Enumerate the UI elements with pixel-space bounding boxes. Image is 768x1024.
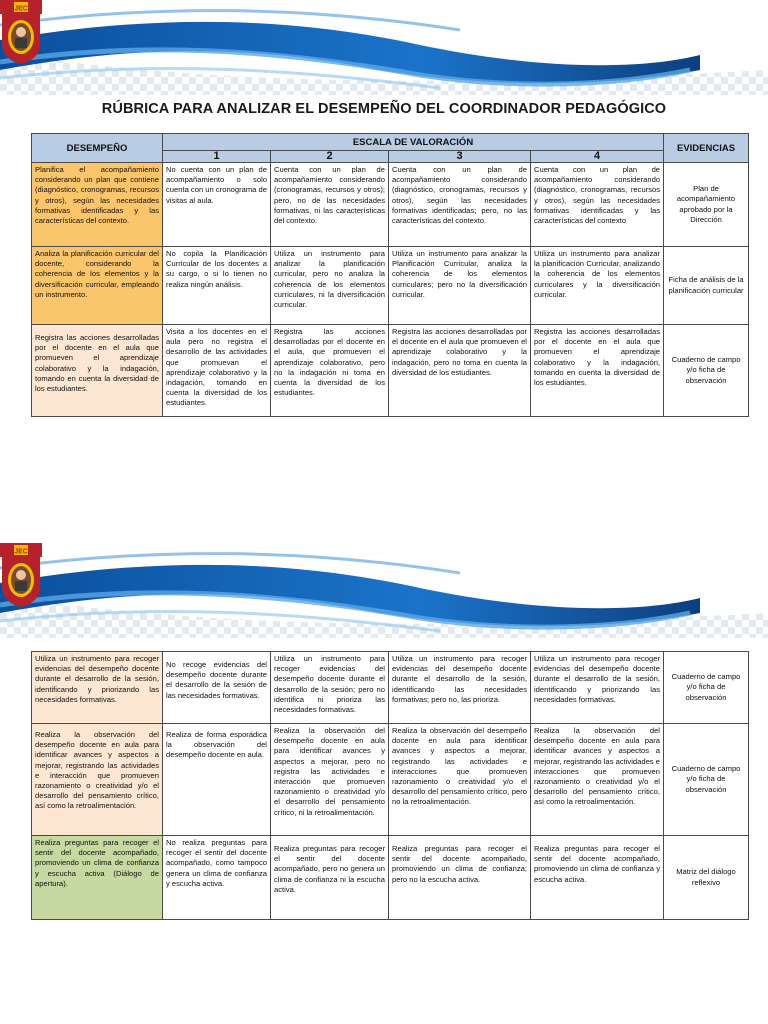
desempeno-cell: Registra las acciones desarrolladas por el docente en el aula que promueven el aprendizaje colaborativo y la indagación, tomando en cuenta la diversidad de los estudiantes.	[32, 325, 163, 417]
level-3-cell: Registra las acciones desarrolladas por el docente en el aula que promueven el aprendizaje colaborativo y la indagación, pero no toma en cuenta la diversidad de los estudiantes.	[389, 325, 531, 417]
level-1-cell: No recoge evidencias del desempeño docente durante el desarrollo de la sesión de las necesidades formativas.	[163, 652, 271, 724]
level-1-cell: No realiza preguntas para recoger el sentir del docente acompañado, como tampoco genera un clima de confianza y escucha activa.	[163, 836, 271, 920]
evidencia-cell: Cuaderno de campo y/o ficha de observación	[664, 652, 749, 724]
header-banner	[0, 0, 768, 95]
evidencia-cell: Plan de acompañamiento aprobado por la Dirección	[664, 163, 749, 247]
level-3-cell: Utiliza un instrumento para analizar la Planificación Curricular, analiza la coherencia de los elementos curriculares; pero no la diversificación curricular.	[389, 247, 531, 325]
evidencia-cell: Ficha de análisis de la planificación curricular	[664, 247, 749, 325]
header-banner-page-2	[0, 543, 768, 638]
table-row	[32, 652, 749, 724]
level-4-cell: Cuenta con un plan de acompañamiento considerando (diagnóstico, cronogramas, recursos y otros), según las necesidades formativas identificadas y las características del contexto	[531, 163, 664, 247]
wave-decoration	[0, 543, 768, 638]
desempeno-cell: Planifica el acompañamiento considerando un plan que contiene (diagnóstico, cronogramas, recursos y otros), según las necesidades formativas identificadas y las características del contexto.	[32, 163, 163, 247]
header-level-4: 4	[531, 151, 664, 163]
header-evidencias: EVIDENCIAS	[664, 134, 749, 163]
school-logo	[0, 543, 42, 607]
level-1-cell: No cuenta con un plan de acompañamiento o solo cuenta con un cronograma de visitas al aula.	[163, 163, 271, 247]
level-1-cell: Visita a los docentes en el aula pero no registra el desarrollo de las actividades que promuevan el aprendizaje colaborativo y la indagación, tomando en cuenta la diversidad de los estudiantes.	[163, 325, 271, 417]
header-escala: ESCALA DE VALORACIÓN	[163, 134, 664, 151]
level-4-cell: Registra las acciones desarrolladas por el docente en el aula que promueven el aprendizaje colaborativo y la indagación, tomando en cuenta la diversidad de los estudiantes.	[531, 325, 664, 417]
level-3-cell: Realiza preguntas para recoger el sentir del docente acompañado, promoviendo un clima de confianza; pero no la escucha activa.	[389, 836, 531, 920]
header-level-1: 1	[163, 151, 271, 163]
level-4-cell: Realiza preguntas para recoger el sentir del docente acompañado, promoviendo un clima de confianza y escucha activa.	[531, 836, 664, 920]
desempeno-cell: Realiza la observación del desempeño docente en aula para identificar avances y aspectos a mejorar, registrando las actividades e interacción que promueven razonamiento o creatividad y/o el desarrollo del pensamiento crítico, así como la retroalimentación.	[32, 724, 163, 836]
rubric-table-page-1	[31, 133, 749, 417]
level-4-cell: Realiza la observación del desempeño docente en aula para identificar avances y aspectos a mejorar, registrando las actividades e interacciones que promueven razonamiento o creatividad y/o el desarrollo del pensamiento crítico, así como la retroalimentación.	[531, 724, 664, 836]
evidencia-cell: Cuaderno de campo y/o ficha de observación	[664, 724, 749, 836]
level-1-cell: Realiza de forma esporádica la observación del desempeño docente en aula.	[163, 724, 271, 836]
level-2-cell: Realiza preguntas para recoger el sentir del docente acompañado, pero no genera un clima de confianza ni la escucha activa.	[271, 836, 389, 920]
desempeno-cell: Utiliza un instrumento para recoger evidencias del desempeño docente durante el desarrollo de la sesión, identificando y priorizando las necesidades formativas.	[32, 652, 163, 724]
header-desempeno: DESEMPEÑO	[32, 134, 163, 163]
header-level-3: 3	[389, 151, 531, 163]
level-4-cell: Utiliza un instrumento para recoger evidencias del desempeño docente durante el desarrollo de la sesión, identificando y priorizando las necesidades formativas.	[531, 652, 664, 724]
evidencia-cell: Matriz del diálogo reflexivo	[664, 836, 749, 920]
level-3-cell: Cuenta con un plan de acompañamiento considerando (diagnóstico, cronogramas, recursos y otros), según las necesidades formativas identificadas; pero, no las características del contexto.	[389, 163, 531, 247]
table-row	[32, 163, 749, 247]
header-level-2: 2	[271, 151, 389, 163]
rubric-table-page-2	[31, 651, 749, 920]
level-2-cell: Cuenta con un plan de acompañamiento considerando (cronogramas, recursos y otros); pero, no de las necesidades formativas, ni las características del contexto.	[271, 163, 389, 247]
level-2-cell: Utiliza un instrumento para recoger evidencias del desempeño docente durante el desarrollo de la sesión; pero no identifica ni prioriza las necesidades formativas.	[271, 652, 389, 724]
level-3-cell: Realiza la observación del desempeño docente en aula para identificar avances y aspectos a mejorar, registrando las actividades e interacciones que promueven razonamiento o creatividad y/o el desarrollo del pensamiento crítico, pero no la retroalimentación.	[389, 724, 531, 836]
school-logo	[0, 0, 42, 64]
level-1-cell: No copila la Planificación Curricular de los docentes a su cargo, o si lo tienen no realiza ningún análisis.	[163, 247, 271, 325]
level-3-cell: Utiliza un instrumento para recoger evidencias del desempeño docente durante el desarrollo de la sesión, identificando las necesidades formativas; pero no, las prioriza.	[389, 652, 531, 724]
wave-decoration	[0, 0, 768, 95]
level-2-cell: Utiliza un instrumento para analizar la planificación curricular, pero no analiza la coherencia de los elementos curriculares, ni la diversificación curricular.	[271, 247, 389, 325]
evidencia-cell: Cuaderno de campo y/o ficha de observación	[664, 325, 749, 417]
table-row	[32, 247, 749, 325]
svg-text:JEC: JEC	[14, 5, 28, 13]
level-2-cell: Registra las acciones desarrolladas por el docente en el aula, que promueven el aprendizaje colaborativo, pero no la indagación ni toma en cuenta la diversidad de los estudiantes.	[271, 325, 389, 417]
desempeno-cell: Analiza la planificación curricular del docente, considerando la coherencia de los elementos y la diversificación curricular, empleando un instrumento.	[32, 247, 163, 325]
level-2-cell: Realiza la observación del desempeño docente en aula para identificar avances y aspectos a mejorar, pero no registra las actividades e interacción que promueven razonamiento o creatividad y/o el desarrollo del pensamiento crítico, ni la retroalimentación.	[271, 724, 389, 836]
table-row	[32, 836, 749, 920]
level-4-cell: Utiliza un instrumento para analizar la planificación Curricular, analizando la coherencia de los elementos curriculares y la diversificación curricular.	[531, 247, 664, 325]
table-row	[32, 325, 749, 417]
table-row	[32, 724, 749, 836]
desempeno-cell: Realiza preguntas para recoger el sentir del docente acompañado, promoviendo un clima de confianza y escucha activa (Diálogo de apertura).	[32, 836, 163, 920]
svg-text:JEC: JEC	[14, 548, 28, 556]
page-title: RÚBRICA PARA ANALIZAR EL DESEMPEÑO DEL COORDINADOR PEDAGÓGICO	[101, 101, 667, 117]
